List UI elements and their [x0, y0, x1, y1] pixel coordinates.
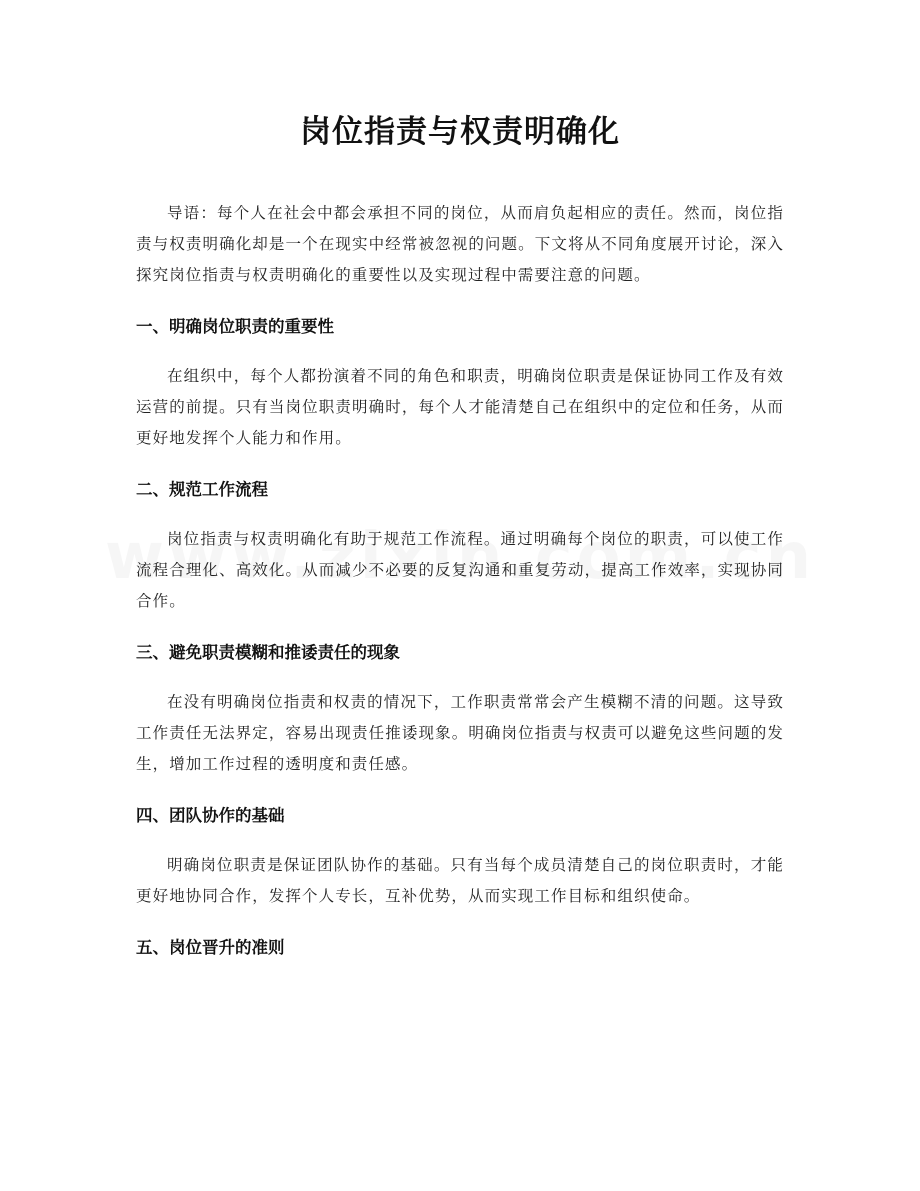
section-2	[136, 476, 784, 617]
section-body: 明确岗位职责是保证团队协作的基础。只有当每个成员清楚自己的岗位职责时，才能更好地协同合作，发挥个人专长，互补优势，从而实现工作目标和组织使命。	[136, 856, 784, 905]
section-heading: 五、岗位晋升的准则	[136, 938, 285, 957]
section-body: 在组织中，每个人都扮演着不同的角色和职责，明确岗位职责是保证协同工作及有效运营的前提。只有当岗位职责明确时，每个人才能清楚自己在组织中的定位和任务，从而更好地发挥个人能力和作用。	[136, 367, 784, 447]
section-3	[136, 639, 784, 780]
section-5	[136, 934, 784, 962]
section-1	[136, 313, 784, 454]
section-heading: 一、明确岗位职责的重要性	[136, 317, 334, 336]
section-heading: 四、团队协作的基础	[136, 806, 285, 825]
section-body: 岗位指责与权责明确化有助于规范工作流程。通过明确每个岗位的职责，可以使工作流程合理化、高效化。从而减少不必要的反复沟通和重复劳动，提高工作效率，实现协同合作。	[136, 530, 784, 610]
document-title: 岗位指责与权责明确化	[300, 114, 620, 150]
intro-paragraph: 导语：每个人在社会中都会承担不同的岗位，从而肩负起相应的责任。然而，岗位指责与权责明确化却是一个在现实中经常被忽视的问题。下文将从不同角度展开讨论，深入探究岗位指责与权责明确化的重要性以及实现过程中需要注意的问题。	[136, 204, 784, 284]
section-body: 在没有明确岗位指责和权责的情况下，工作职责常常会产生模糊不清的问题。这导致工作责任无法界定，容易出现责任推诿现象。明确岗位指责与权责可以避免这些问题的发生，增加工作过程的透明度和责任感。	[136, 693, 784, 773]
section-4	[136, 802, 784, 912]
section-heading: 三、避免职责模糊和推诿责任的现象	[136, 643, 400, 662]
section-heading: 二、规范工作流程	[136, 480, 268, 499]
